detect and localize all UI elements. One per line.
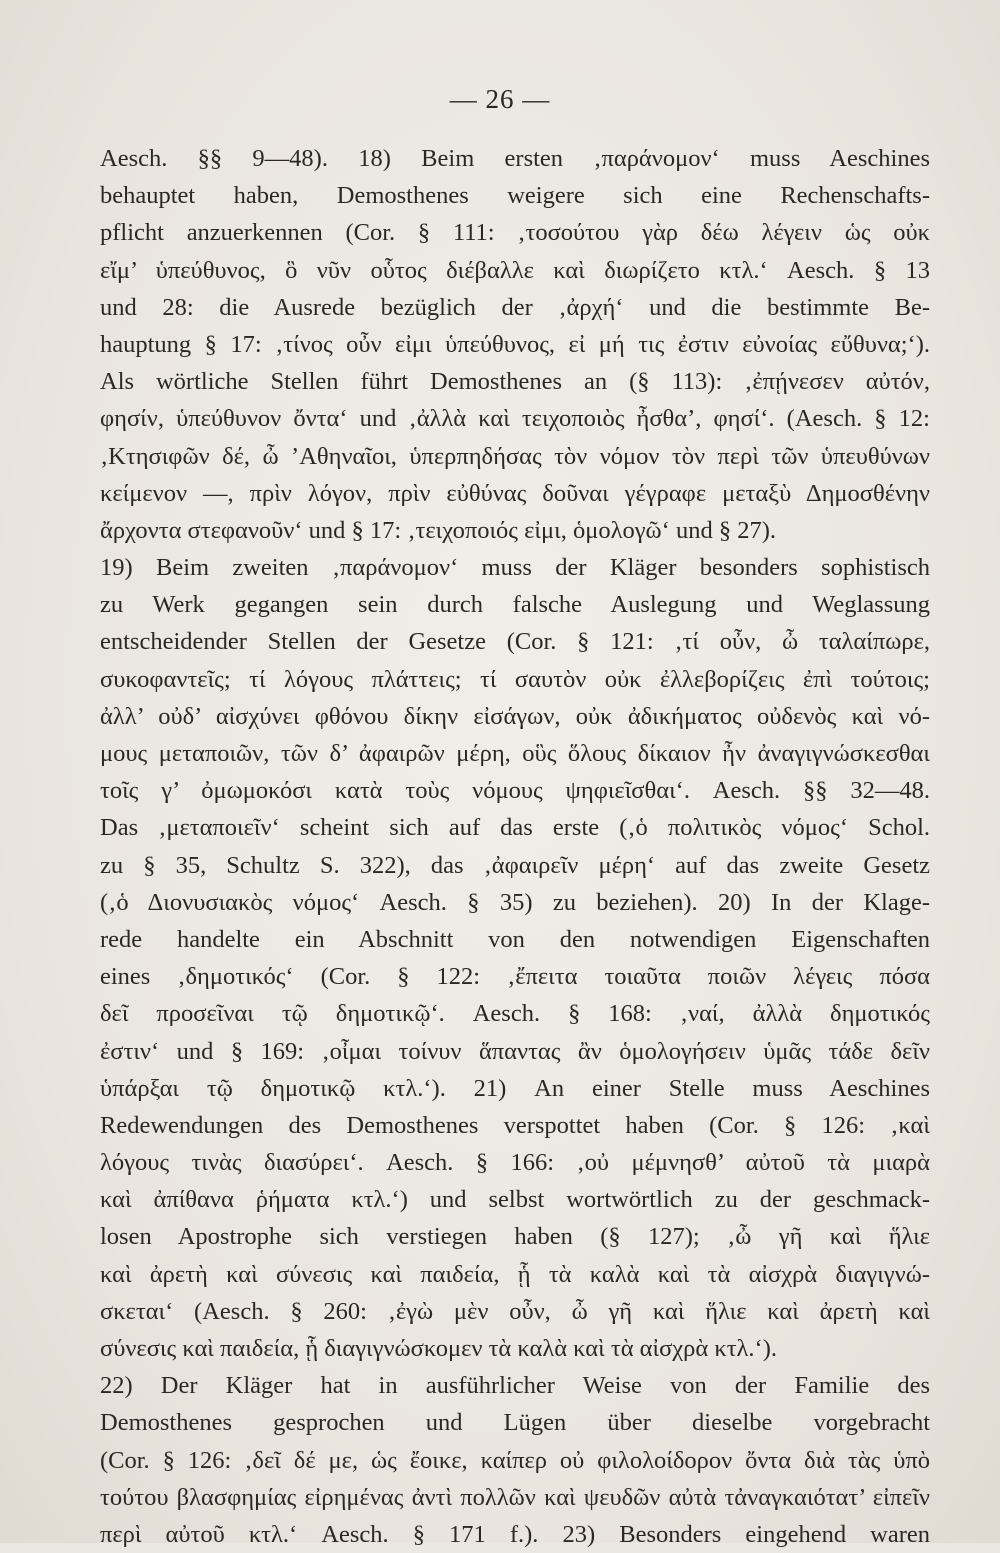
text-line: entscheidender Stellen der Gesetze (Cor. § 121: ‚τί οὖν, ὦ ταλαίπωρε,	[100, 628, 930, 656]
text-line: losen Apostrophe sich verstiegen haben (§ 127); ‚ὦ γῆ καὶ ἥλιε	[100, 1223, 930, 1251]
text-line: (‚ὁ Διονυσιακὸς νόμος‘ Aesch. § 35) zu beziehen). 20) In der Klage-	[100, 888, 930, 916]
text-line: συκοφαντεῖς; τί λόγους πλάττεις; τί σαυτὸν οὐκ ἐλλεβορίζεις ἐπὶ τούτοις;	[100, 665, 930, 693]
text-line: φησίν, ὑπεύθυνον ὄντα‘ und ‚ἀλλὰ καὶ τειχοποιὸς ἦσθα’, φησί‘. (Aesch. § 12:	[100, 405, 930, 433]
text-line: zu Werk gegangen sein durch falsche Auslegung und Weglassung	[100, 591, 930, 619]
text-line: ἀλλ’ οὐδ’ αἰσχύνει φθόνου δίκην εἰσάγων, οὐκ ἀδικήματος οὐδενὸς καὶ νό-	[100, 702, 930, 730]
text-line: κείμενον —, πρὶν λόγον, πρὶν εὐθύνας δοῦναι γέγραφε μεταξὺ Δημοσθένην	[100, 479, 930, 507]
text-line: καὶ ἀπίθανα ῥήματα κτλ.‘) und selbst wortwörtlich zu der geschmack-	[100, 1186, 930, 1214]
text-line: pflicht anzuerkennen (Cor. § 111: ‚τοσούτου γὰρ δέω λέγειν ὡς οὐκ	[100, 219, 930, 247]
text-line: 19) Beim zweiten ‚παράνομον‘ muss der Kläger besonders sophistisch	[100, 554, 930, 582]
text-line: εἴμ’ ὑπεύθυνος, ὃ νῦν οὗτος διέβαλλε καὶ διωρίζετο κτλ.‘ Aesch. § 13	[100, 256, 930, 284]
text-line: hauptung § 17: ‚τίνος οὖν εἰμι ὑπεύθυνος, εἰ μή τις ἐστιν εὐνοίας εὔθυνα;‘).	[100, 330, 930, 358]
text-line: und 28: die Ausrede bezüglich der ‚ἀρχή‘ und die bestimmte Be-	[100, 293, 930, 321]
text-line: Aesch. §§ 9—48). 18) Beim ersten ‚παράνομον‘ muss Aeschines	[100, 145, 930, 172]
text-line: ὑπάρξαι τῷ δημοτικῷ κτλ.‘). 21) An einer Stelle muss Aeschines	[100, 1074, 930, 1102]
text-line: behauptet haben, Demosthenes weigere sich eine Rechenschafts-	[100, 182, 930, 210]
text-line: eines ‚δημοτικός‘ (Cor. § 122: ‚ἔπειτα τοιαῦτα ποιῶν λέγεις πόσα	[100, 963, 930, 991]
text-line: rede handelte ein Abschnitt von den notwendigen Eigenschaften	[100, 925, 930, 953]
text-line: ‚Κτησιφῶν δέ, ὦ ’Αθηναῖοι, ὑπερπηδήσας τὸν νόμον τὸν περὶ τῶν ὑπευθύνων	[100, 442, 930, 470]
text-line: Das ‚μεταποιεῖν‘ scheint sich auf das erste (‚ὁ πολιτικὸς νόμος‘ Schol.	[100, 814, 930, 842]
text-line: τοῖς γ’ ὀμωμοκόσι κατὰ τοὺς νόμους ψηφιεῖσθαι‘. Aesch. §§ 32—48.	[100, 777, 930, 805]
text-line: τούτου βλασφημίας εἰρημένας ἀντὶ πολλῶν καὶ ψευδῶν αὐτὰ τἀναγκαιότατ’ εἰπεῖν	[100, 1483, 930, 1511]
body-text	[100, 140, 930, 1553]
page-number: — 26 —	[449, 84, 551, 114]
text-line: λόγους τινὰς διασύρει‘. Aesch. § 166: ‚οὐ μέμνησθ’ αὐτοῦ τὰ μιαρὰ	[100, 1149, 930, 1177]
text-line: περὶ αὐτοῦ κτλ.‘ Aesch. § 171 f.). 23) Besonders eingehend waren	[100, 1520, 930, 1548]
text-line: καὶ ἀρετὴ καὶ σύνεσις καὶ παιδεία, ᾗ τὰ καλὰ καὶ τὰ αἰσχρὰ διαγιγνώ-	[100, 1260, 930, 1288]
text-line: (Cor. § 126: ‚δεῖ δέ με, ὡς ἔοικε, καίπερ οὐ φιλολοίδορον ὄντα διὰ τὰς ὑπὸ	[100, 1446, 930, 1474]
text-line: σκεται‘ (Aesch. § 260: ‚ἐγὼ μὲν οὖν, ὦ γῆ καὶ ἥλιε καὶ ἀρετὴ καὶ	[100, 1297, 930, 1325]
text-line: 22) Der Kläger hat in ausführlicher Weise von der Familie des	[100, 1372, 930, 1400]
text-line: δεῖ προσεῖναι τῷ δημοτικῷ‘. Aesch. § 168: ‚ναί, ἀλλὰ δημοτικός	[100, 1000, 930, 1028]
text-line: σύνεσις καὶ παιδεία, ᾗ διαγιγνώσκομεν τὰ καλὰ καὶ τὰ αἰσχρὰ κτλ.‘).	[100, 1335, 778, 1362]
text-line: zu § 35, Schultz S. 322), das ‚ἀφαιρεῖν μέρη‘ auf das zweite Gesetz	[100, 851, 930, 879]
text-line: ἄρχοντα στεφανοῦν‘ und § 17: ‚τειχοποιός εἰμι, ὁμολογῶ‘ und § 27).	[100, 516, 776, 544]
text-line: Als wörtliche Stellen führt Demosthenes an (§ 113): ‚ἐπῄνεσεν αὐτόν,	[100, 368, 930, 396]
text-line: Demosthenes gesprochen und Lügen über dieselbe vorgebracht	[100, 1409, 930, 1437]
text-line: ἐστιν‘ und § 169: ‚οἶμαι τοίνυν ἅπαντας ἂν ὁμολογήσειν ὑμᾶς τάδε δεῖν	[100, 1037, 930, 1065]
text-line: μους μεταποιῶν, τῶν δ’ ἀφαιρῶν μέρη, οὓς ὅλους δίκαιον ἦν ἀναγιγνώσκεσθαι	[100, 740, 930, 767]
text-line: Redewendungen des Demosthenes verspottet haben (Cor. § 126: ‚καὶ	[100, 1111, 930, 1139]
